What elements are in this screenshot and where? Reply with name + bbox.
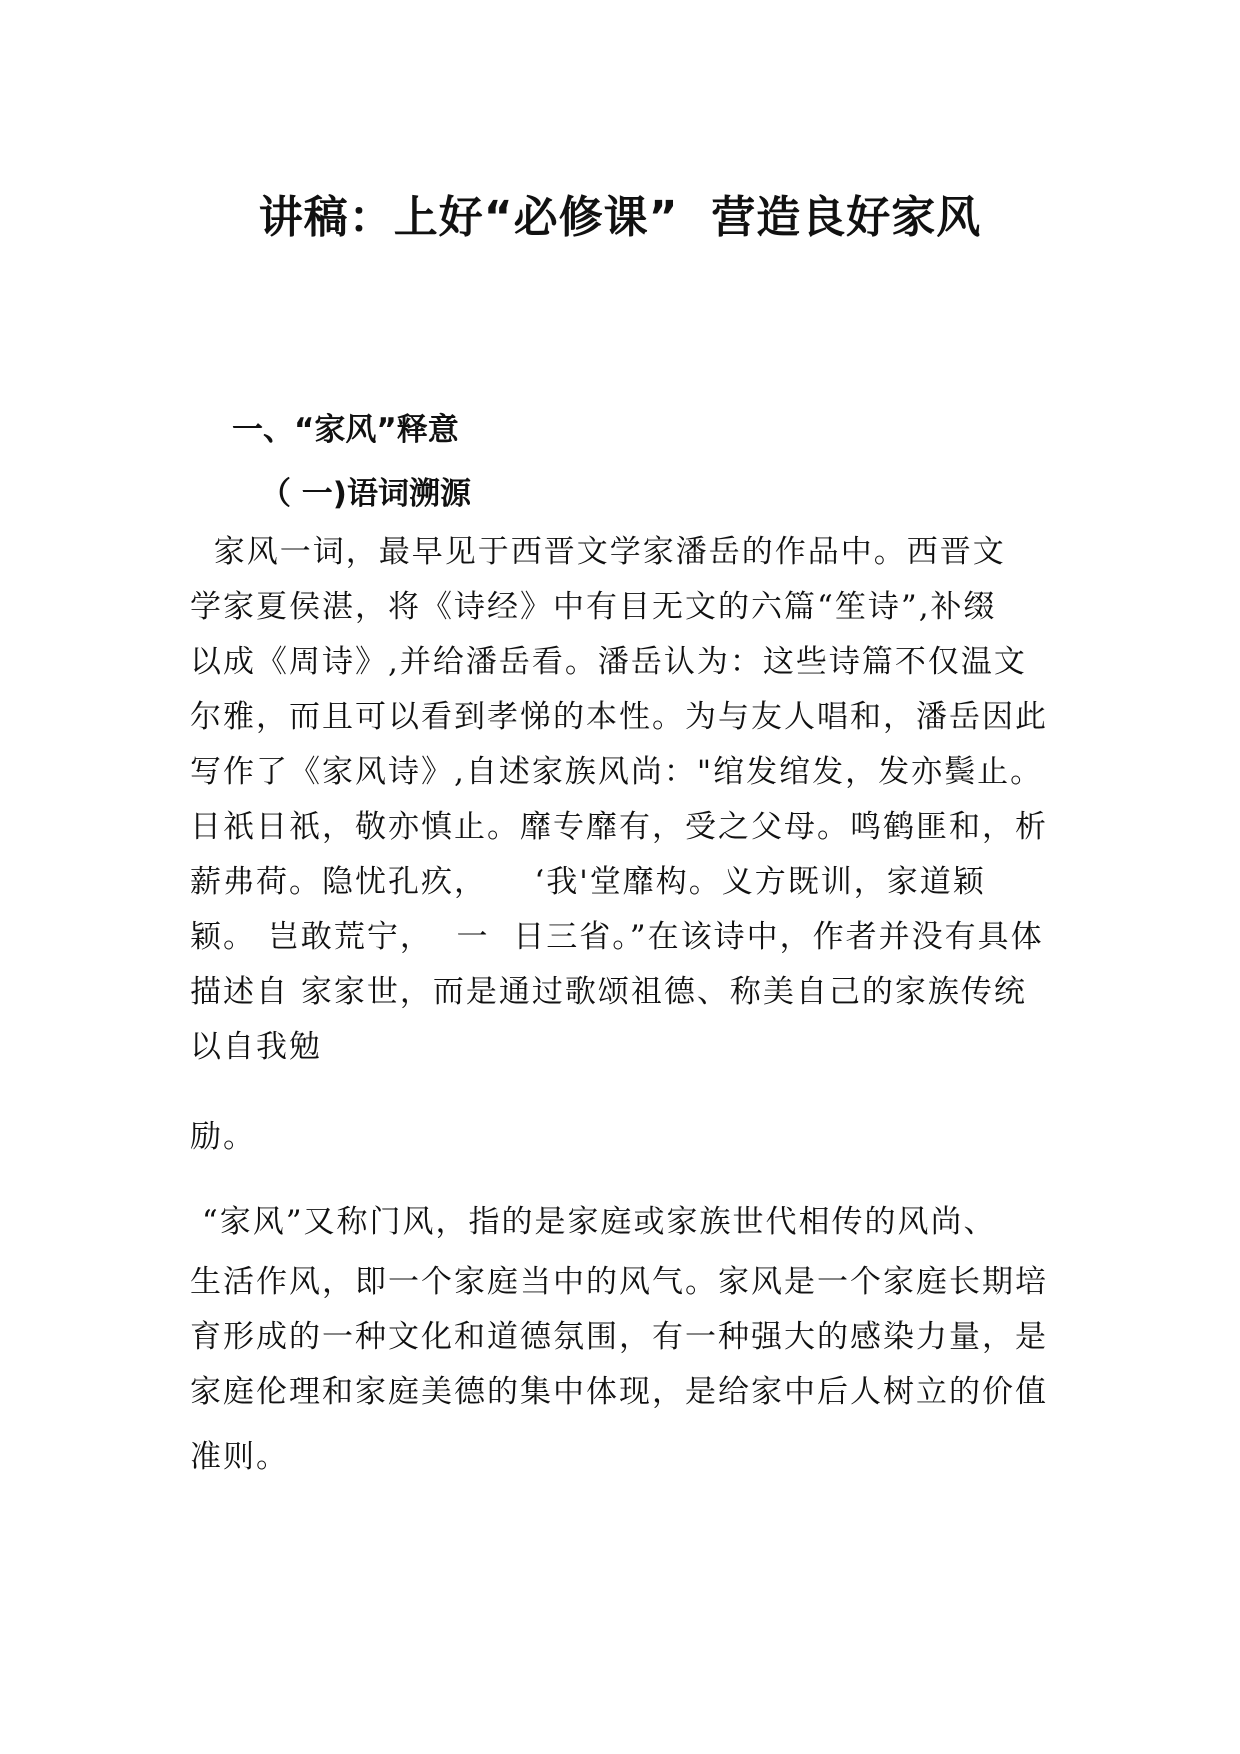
section-heading: 一、“家风”释意 xyxy=(232,412,459,448)
paragraph-line: 以自我勉 xyxy=(190,1029,322,1065)
paragraph-line: 日祇日祇，敬亦慎止。靡专靡有，受之父母。鸣鹤匪和，析 xyxy=(190,809,1048,845)
paragraph-line: 准则。 xyxy=(190,1439,289,1475)
subsection-heading: （ 一)语词溯源 xyxy=(260,476,471,512)
paragraph-line: 尔雅，而且可以看到孝悌的本性。为与友人唱和，潘岳因此 xyxy=(190,699,1048,735)
paragraph-line: 育形成的一种文化和道德氛围，有一种强大的感染力量，是 xyxy=(190,1319,1048,1355)
paragraph-line: 写作了《家风诗》,自述家族风尚："绾发绾发，发亦鬓止。 xyxy=(190,754,1044,790)
paragraph-line: 描述自 家家世，而是通过歌颂祖德、称美自己的家族传统 xyxy=(190,974,1027,1010)
paragraph-line: 家风一词，最早见于西晋文学家潘岳的作品中。西晋文 xyxy=(190,534,1006,570)
paragraph-line: 以成《周诗》,并给潘岳看。潘岳认为：这些诗篇不仅温文 xyxy=(190,644,1027,680)
paragraph-line: 家庭伦理和家庭美德的集中体现，是给家中后人树立的价值 xyxy=(190,1374,1048,1410)
paragraph-line: 薪弗荷。隐忧孔疚， ‘我'堂靡构。义方既训，家道颖 xyxy=(190,864,986,900)
paragraph-line: 学家夏侯湛，将《诗经》中有目无文的六篇“笙诗”,补缀 xyxy=(190,589,997,625)
paragraph-line: 生活作风，即一个家庭当中的风气。家风是一个家庭长期培 xyxy=(190,1264,1048,1300)
paragraph-line: “家风”又称门风，指的是家庭或家族世代相传的风尚、 xyxy=(190,1204,997,1240)
document-title: 讲稿：上好“必修课” 营造良好家风 xyxy=(258,192,982,243)
paragraph-line: 励。 xyxy=(190,1119,256,1155)
paragraph-line: 颖。 岂敢荒宁， 一 日三省。”在该诗中，作者并没有具体 xyxy=(190,919,1044,955)
